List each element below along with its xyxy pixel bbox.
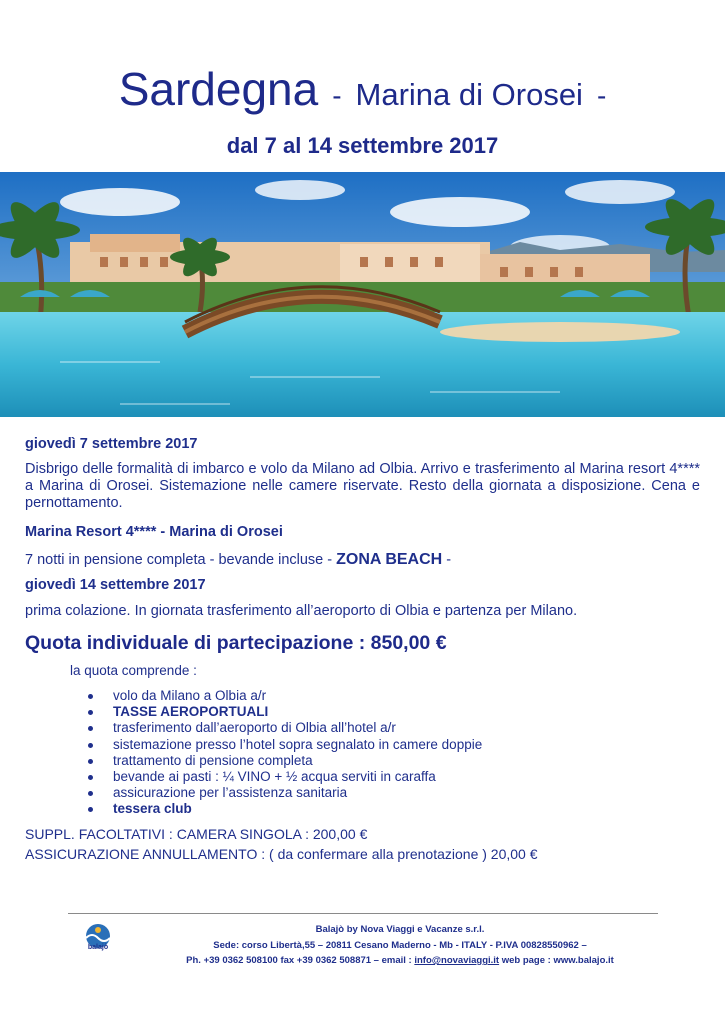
footer-contacts (120, 955, 680, 966)
list-item: assicurazione per l’assistenza sanitaria (88, 785, 482, 801)
page-title (0, 63, 725, 115)
balajo-logo (78, 922, 118, 952)
includes-title: la quota comprende : (70, 663, 197, 678)
stay-prefix: 7 notti in pensione completa - bevande incluse - (25, 552, 337, 568)
email-link[interactable]: info@novaviaggi.it (414, 955, 500, 966)
day1-date: giovedì 7 settembre 2017 (25, 436, 198, 452)
resort-pool-illustration (0, 172, 725, 417)
includes-list (88, 688, 482, 818)
stay-zone: ZONA BEACH (336, 551, 443, 568)
title-place: Marina di Orosei (355, 77, 583, 112)
day2-date: giovedì 14 settembre 2017 (25, 577, 206, 593)
supplement-insurance: ASSICURAZIONE ANNULLAMENTO : ( da confermare alla prenotazione ) 20,00 € (25, 846, 538, 862)
day1-description: Disbrigo delle formalità di imbarco e volo da Milano ad Olbia. Arrivo e trasferimento al Marina resort 4**** a Marina di Orosei. Sistemazione nelle camere riservate. Resto della giornata a disposizione. Cena e pernottamento. (25, 461, 700, 511)
title-region: Sardegna (118, 63, 319, 115)
title-separator: - (332, 80, 342, 111)
supplement-single: SUPPL. FACOLTATIVI : CAMERA SINGOLA : 200,00 € (25, 826, 368, 842)
footer-web: web page : www.balajo.it (499, 955, 614, 966)
price-heading: Quota individuale di partecipazione : 850,00 € (25, 632, 447, 654)
travel-dates: dal 7 al 14 settembre 2017 (226, 133, 499, 158)
list-item: trattamento di pensione completa (88, 753, 482, 769)
footer-phone: Ph. +39 0362 508100 fax +39 0362 508871 – email : (186, 955, 415, 966)
stay-suffix: - (442, 552, 452, 568)
footer-company: Balajò by Nova Viaggi e Vacanze s.r.l. (315, 924, 485, 935)
logo-text: balajò (87, 944, 109, 951)
list-item: trasferimento dall’aeroporto di Olbia all’hotel a/r (88, 720, 482, 736)
list-item: TASSE AEROPORTUALI (88, 704, 482, 720)
footer-divider (68, 913, 658, 914)
footer-address: Sede: corso Libertà,55 – 20811 Cesano Maderno - Mb - ITALY - P.IVA 00828550962 – (213, 940, 587, 951)
list-item: tessera club (88, 801, 482, 817)
list-item: volo da Milano a Olbia a/r (88, 688, 482, 704)
resort-photo (0, 172, 725, 417)
hotel-name: Marina Resort 4**** - Marina di Orosei (25, 524, 283, 540)
list-item: bevande ai pasti : ¼ VINO + ½ acqua serviti in caraffa (88, 769, 482, 785)
title-separator-end: - (596, 80, 607, 111)
day2-description: prima colazione. In giornata trasferimento all’aeroporto di Olbia e partenza per Milano. (25, 603, 578, 619)
list-item: sistemazione presso l’hotel sopra segnalato in camere doppie (88, 737, 482, 753)
stay-details (25, 551, 451, 569)
